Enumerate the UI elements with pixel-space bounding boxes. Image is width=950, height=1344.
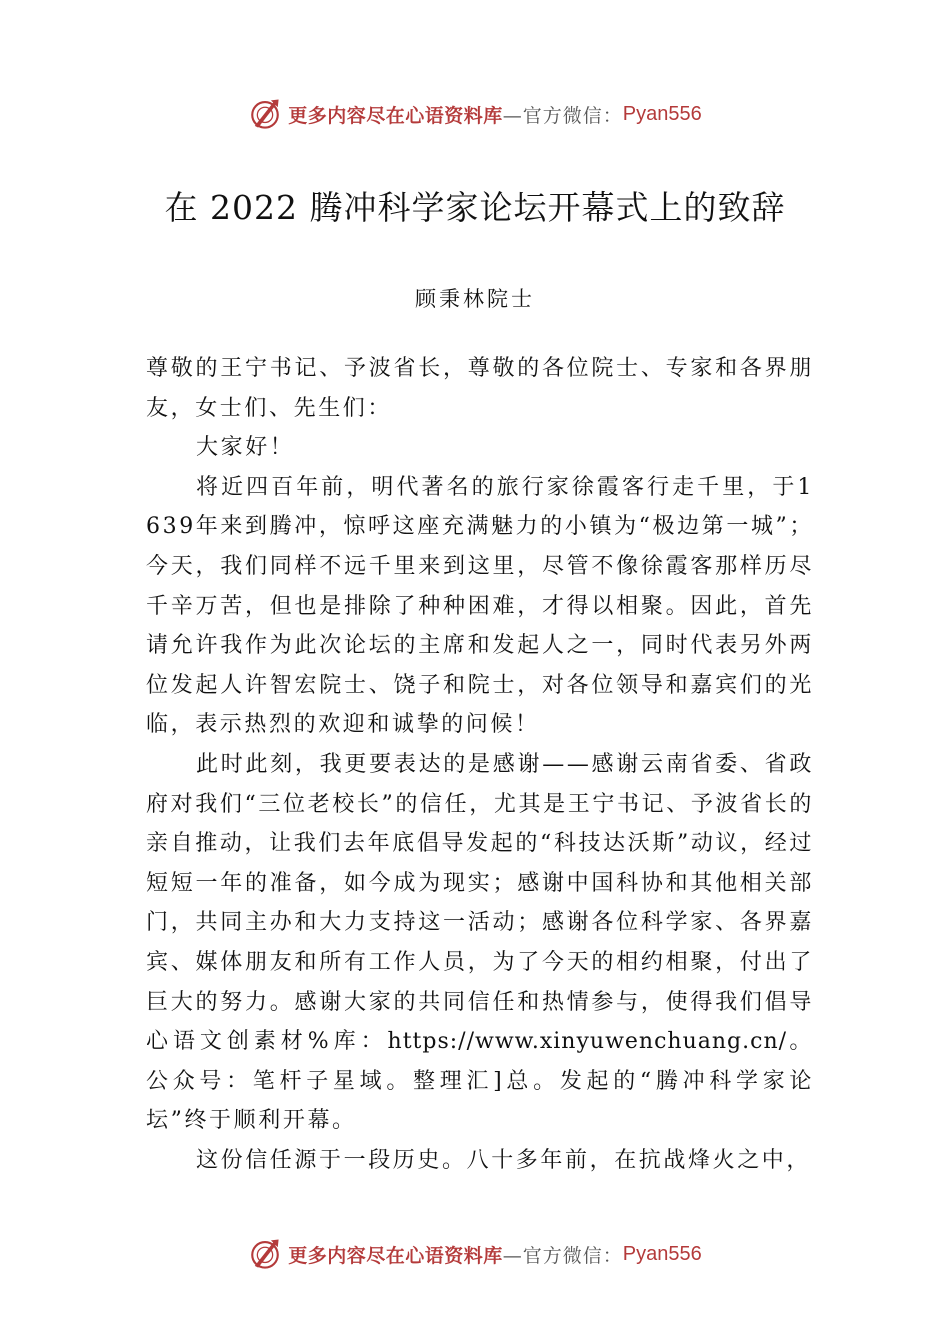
header-watermark-banner xyxy=(0,94,950,134)
paragraph-thanks xyxy=(146,745,814,1141)
paragraph-salutation: 尊敬的王宁书记、予波省长，尊敬的各位院士、专家和各界朋友，女士们、先生们： xyxy=(146,356,814,421)
paragraph-thanks-tail: 。公众号：笔杆子星域。整理汇]总。发起的“腾冲科学家论坛”终于顺利开幕。 xyxy=(146,1029,814,1134)
document-body xyxy=(146,349,814,1180)
paragraph-thanks-text: 此时此刻，我更要表达的是感谢——感谢云南省委、省政府对我们“三位老校长”的信任，尤其是王宁书记、予波省长的亲自推动，让我们去年底倡导发起的“科技达沃斯”动议，经过短短一年的准备，如今成为现实；感谢中国科协和其他相关部门，共同主办和大力支持这一活动；感谢各位科学家、各界嘉宾、媒体朋友和所有工作人员，为了今天的相约相聚，付出了巨大的努力。感谢大家的共同信任和热情参与，使得我们倡导心语文创素材%库： xyxy=(146,751,814,1055)
banner-wechat-account: Pyan556 xyxy=(622,1242,702,1265)
banner-wechat-label: —官方微信： xyxy=(502,104,623,127)
banner-brand-text: 更多内容尽在心语资料库 xyxy=(288,104,503,127)
document-title: 在 2022 腾冲科学家论坛开幕式上的致辞 xyxy=(164,188,786,227)
banner-brand-text: 更多内容尽在心语资料库 xyxy=(288,1244,503,1267)
footer-watermark-banner xyxy=(0,1234,950,1274)
paragraph-greeting: 大家好！ xyxy=(196,435,295,461)
paragraph-history: 这份信任源于一段历史。八十多年前，在抗战烽火之中， xyxy=(196,1147,812,1173)
quill-seal-icon xyxy=(248,97,282,131)
banner-wechat-account: Pyan556 xyxy=(622,102,702,125)
watermark-url-link[interactable]: https://www.xinyuwenchuang.cn/ xyxy=(387,1029,788,1055)
quill-seal-icon xyxy=(248,1237,282,1271)
document-author: 顾秉林院士 xyxy=(415,287,535,311)
banner-wechat-label: —官方微信： xyxy=(502,1244,623,1267)
paragraph-xu-xiake: 将近四百年前，明代著名的旅行家徐霞客行走千里，于1639年来到腾冲，惊呼这座充满魅力的小镇为“极边第一城”；今天，我们同样不远千里来到这里，尽管不像徐霞客那样历尽千辛万苦，但也是排除了种种困难，才得以相聚。因此，首先请允许我作为此次论坛的主席和发起人之一，同时代表另外两位发起人许智宏院士、饶子和院士，对各位领导和嘉宾们的光临，表示热烈的欢迎和诚挚的问候！ xyxy=(146,474,814,738)
